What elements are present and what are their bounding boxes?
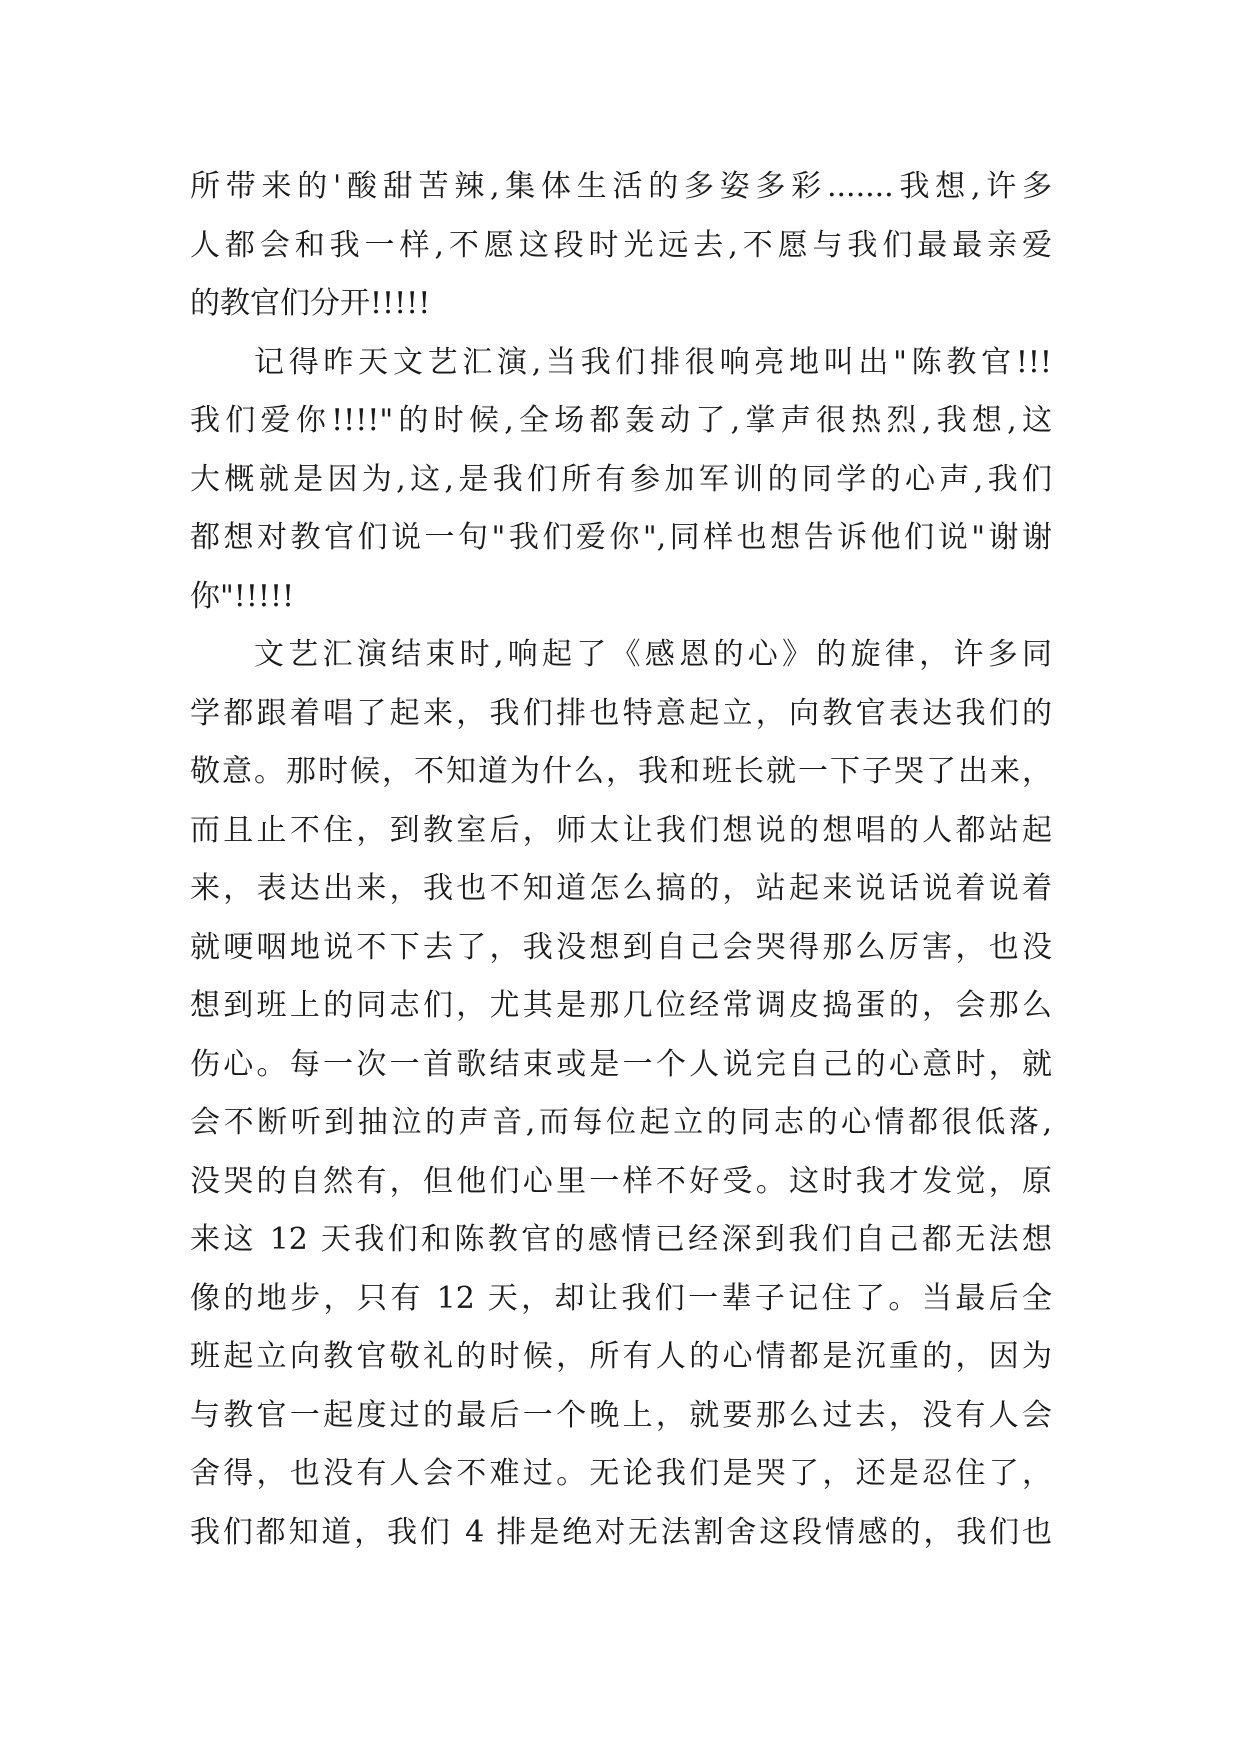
text-line: 人都会和我一样,不愿这段时光远去,不愿与我们最最亲爱	[190, 227, 1052, 263]
text-line: 我们都知道，我们 4 排是绝对无法割舍这段情感的，我们也	[190, 1514, 1052, 1550]
text-line: 的教官们分开!!!!!	[190, 286, 431, 321]
text-line: 舍得，也没有人会不难过。无论我们是哭了，还是忍住了，	[190, 1456, 1052, 1491]
text-line: 伤心。每一次一首歌结束或是一个人说完自己的心意时，就	[190, 1046, 1052, 1082]
text-line: 学都跟着唱了起来，我们排也特意起立，向教官表达我们的	[190, 695, 1052, 731]
document-body	[190, 158, 1052, 1562]
text-line: 我们爱你!!!!"的时候,全场都轰动了,掌声很热烈,我想,这	[190, 403, 1052, 438]
paragraph-start-line: 文艺汇演结束时,响起了《感恩的心》的旋律，许多同	[254, 637, 1052, 672]
text-line: 像的地步，只有 12 天，却让我们一辈子记住了。当最后全	[190, 1280, 1052, 1316]
text-line: 来，表达出来，我也不知道怎么搞的，站起来说话说着说着	[190, 871, 1052, 906]
text-line: 敬意。那时候，不知道为什么，我和班长就一下子哭了出来，	[190, 754, 1052, 789]
paragraph-start-line: 记得昨天文艺汇演,当我们排很响亮地叫出"陈教官!!!	[254, 344, 1052, 380]
text-line: 与教官一起度过的最后一个晚上，就要那么过去，没有人会	[190, 1397, 1052, 1433]
text-line: 没哭的自然有，但他们心里一样不好受。这时我才发觉，原	[190, 1163, 1052, 1199]
text-line: 班起立向教官敬礼的时候，所有人的心情都是沉重的，因为	[190, 1339, 1052, 1374]
text-line: 而且止不住，到教室后，师太让我们想说的想唱的人都站起	[190, 812, 1052, 848]
text-line: 来这 12 天我们和陈教官的感情已经深到我们自己都无法想	[190, 1222, 1052, 1257]
text-line: 就哽咽地说不下去了，我没想到自己会哭得那么厉害，也没	[190, 929, 1052, 965]
text-line: 所带来的'酸甜苦辣,集体生活的多姿多彩.......我想,许多	[190, 169, 1052, 204]
text-line: 想到班上的同志们，尤其是那几位经常调皮捣蛋的，会那么	[190, 988, 1052, 1023]
text-line: 大概就是因为,这,是我们所有参加军训的同学的心声,我们	[190, 461, 1052, 497]
text-line: 会不断听到抽泣的声音,而每位起立的同志的心情都很低落,	[190, 1105, 1052, 1140]
text-line: 都想对教官们说一句"我们爱你",同样也想告诉他们说"谢谢	[190, 520, 1052, 555]
text-line: 你"!!!!!	[190, 578, 295, 614]
